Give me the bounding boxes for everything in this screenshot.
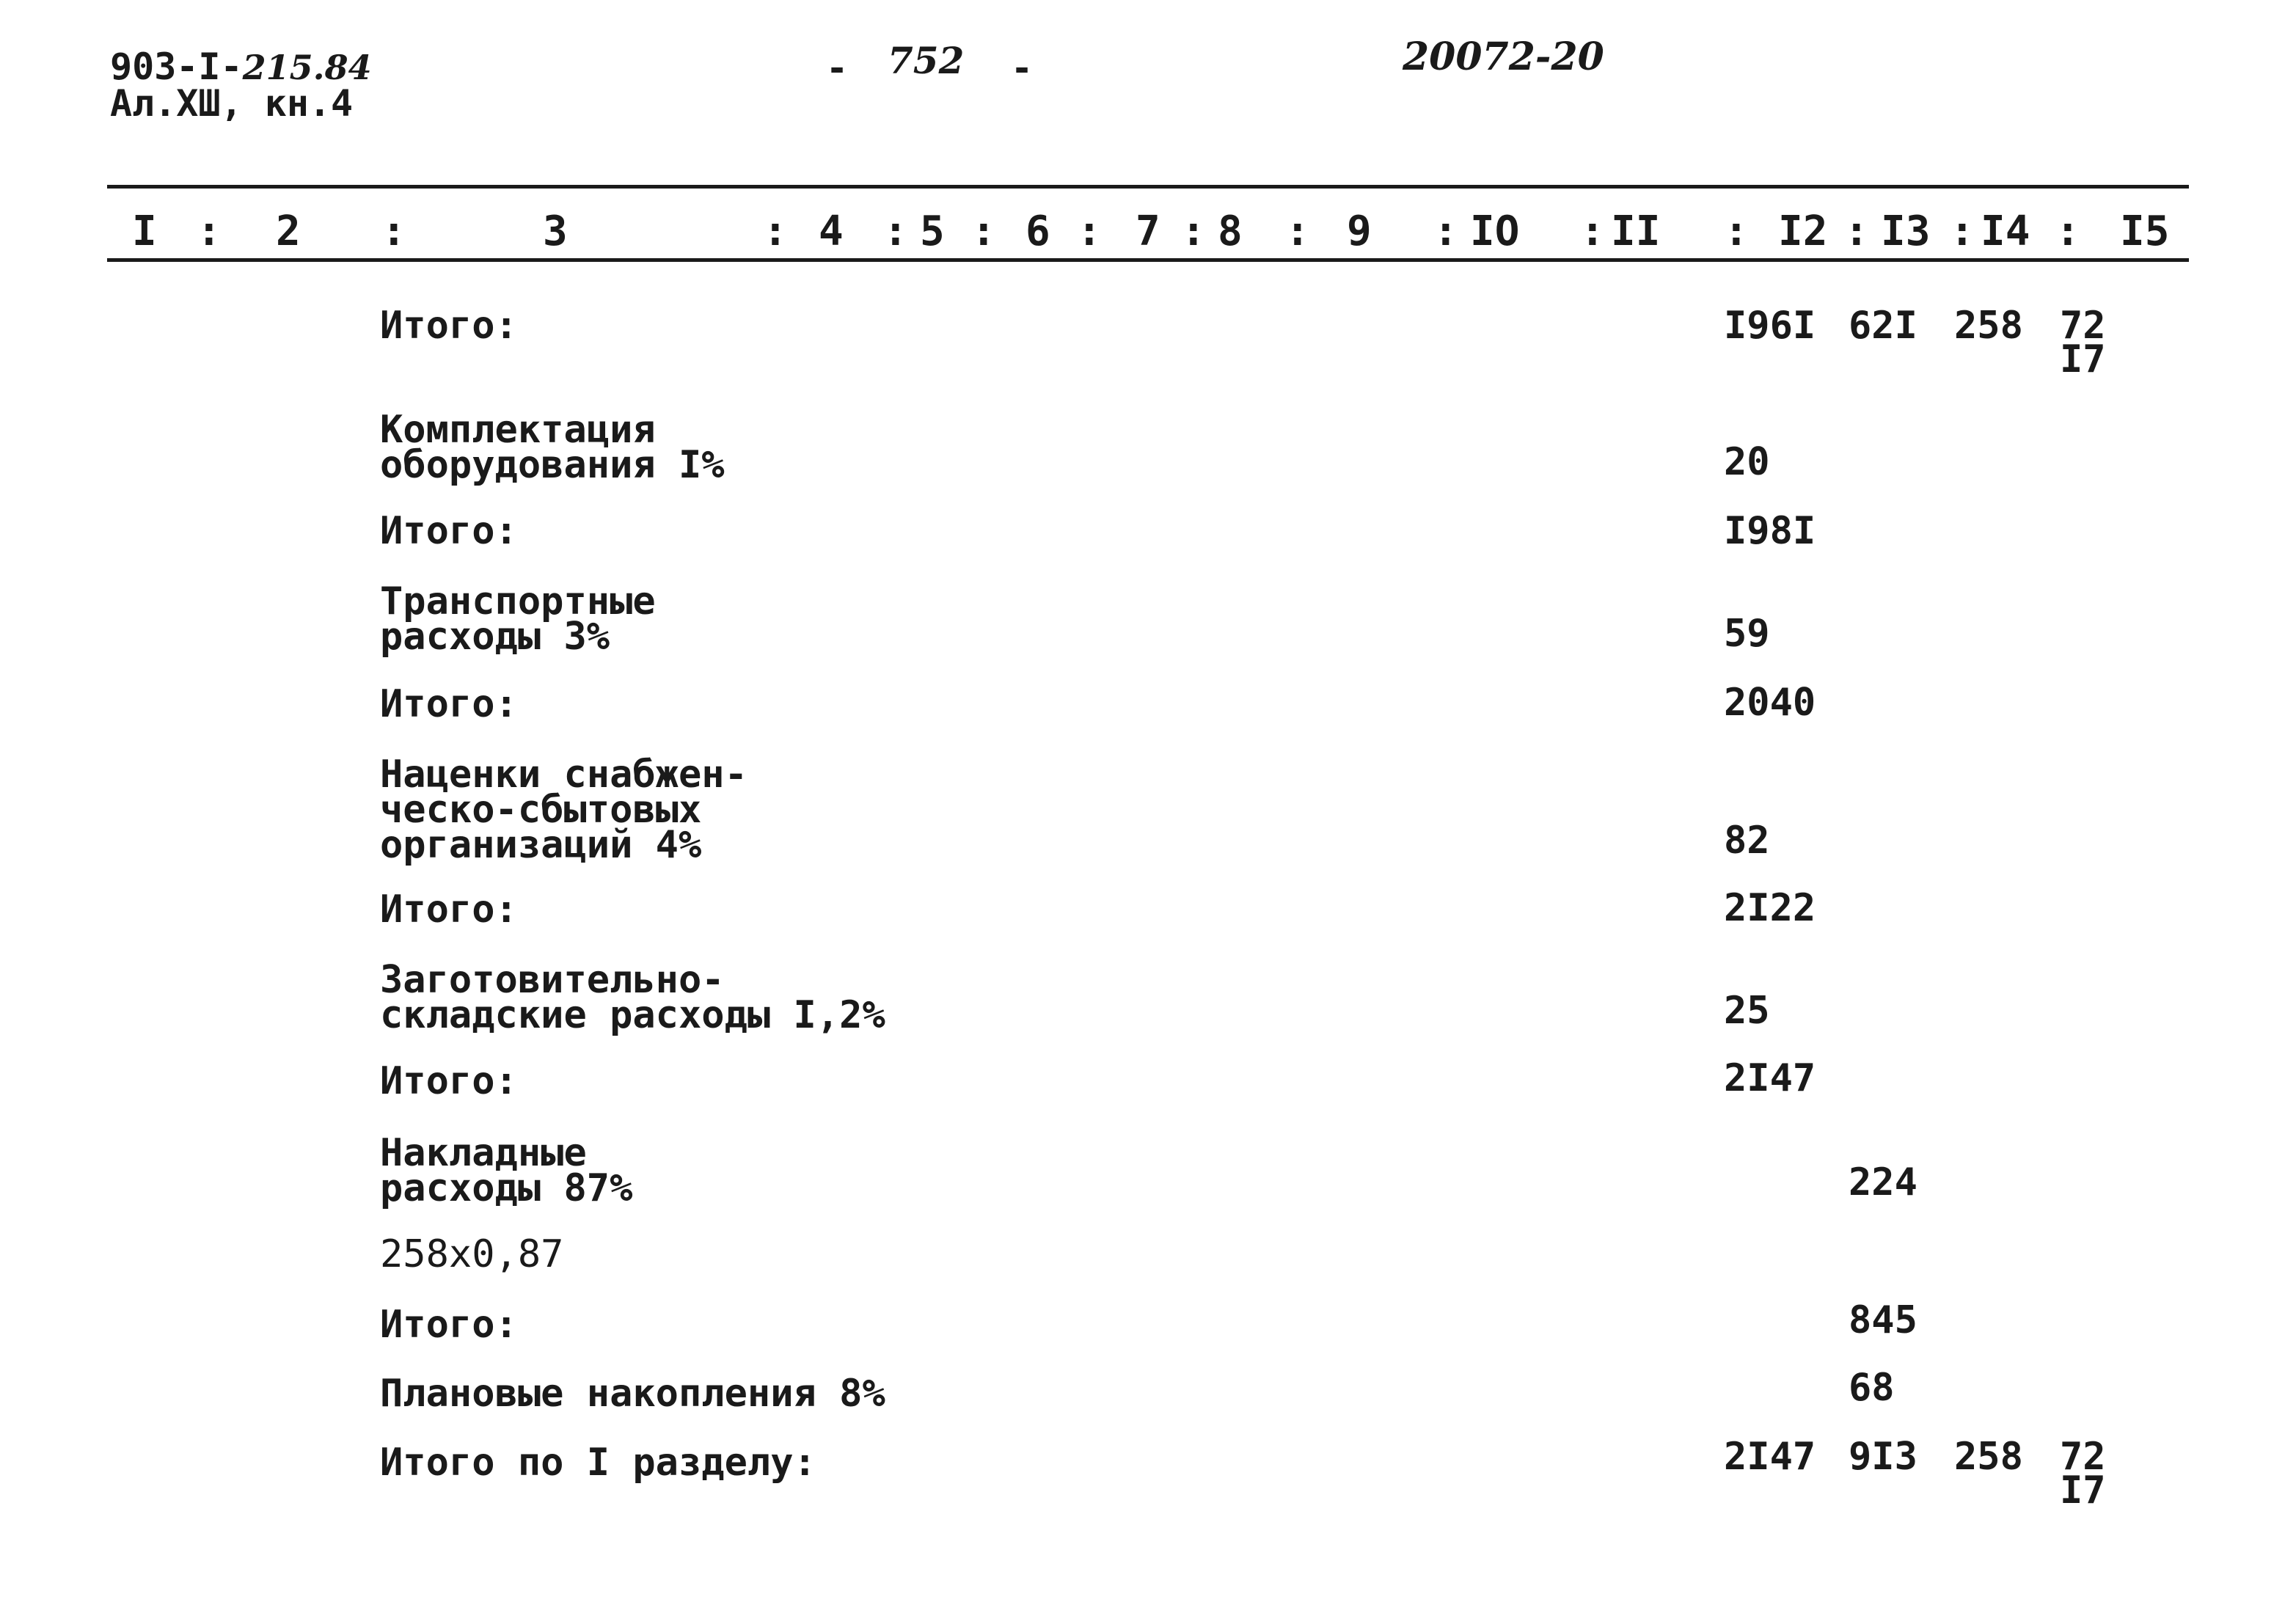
cell-col12: 82 [1724, 819, 1770, 863]
column-separator: : [971, 208, 996, 255]
row-label: Заготовительно- складские расходы I,2% [380, 958, 885, 1037]
cell-col12: 59 [1724, 612, 1770, 656]
row-label: Плановые накопления 8% [380, 1372, 885, 1416]
cell-col14: 258 [1954, 304, 2023, 348]
header-bottom-rule [107, 258, 2189, 262]
column-header-6: 6 [1025, 208, 1050, 255]
document-code-prefix: 903-I- [110, 45, 243, 88]
row-label: Транспортные расходы 3% [380, 579, 656, 659]
cell-col12: I98I [1724, 509, 1816, 553]
column-header-8: 8 [1218, 208, 1243, 255]
column-header-14: I4 [1981, 208, 2030, 255]
row-label: Итого: [380, 682, 518, 726]
cell-col12: 2I47 [1724, 1435, 1816, 1479]
column-separator: : [1433, 208, 1458, 255]
row-label: Итого: [380, 304, 518, 348]
cell-col12: 2040 [1724, 681, 1816, 725]
column-separator: : [1950, 208, 1975, 255]
column-separator: : [1077, 208, 1102, 255]
column-separator: : [1181, 208, 1206, 255]
album-reference: Ал.XШ, кн.4 [110, 82, 354, 125]
column-header-12: I2 [1778, 208, 1828, 255]
cell-col12: 20 [1724, 440, 1770, 484]
cell-col15-bottom: I7 [2060, 1468, 2106, 1513]
column-header-2: 2 [276, 208, 301, 255]
page-dash-left: - [826, 47, 849, 89]
row-label: Наценки снабжен- ческо-сбытовых организаций 4% [380, 753, 747, 867]
column-header-9: 9 [1347, 208, 1372, 255]
cell-col13: 68 [1849, 1366, 1895, 1410]
column-header-5: 5 [920, 208, 945, 255]
cell-col12: 2I22 [1724, 886, 1816, 930]
cell-col15-top: 72 [2060, 304, 2106, 348]
cell-col13: 224 [1849, 1160, 1917, 1204]
row-label: Итого по I разделу: [380, 1441, 816, 1485]
row-label: 258x0,87 [380, 1232, 564, 1276]
cell-col15-bottom: I7 [2060, 337, 2106, 381]
row-label: Итого: [380, 1059, 518, 1103]
cell-col12: 25 [1724, 989, 1770, 1033]
column-header-10: IO [1470, 208, 1520, 255]
column-header-7: 7 [1136, 208, 1160, 255]
cell-col13: 62I [1849, 304, 1917, 348]
row-label: Итого: [380, 888, 518, 932]
column-separator: : [1285, 208, 1310, 255]
column-separator: : [1580, 208, 1605, 255]
cell-col13: 845 [1849, 1298, 1917, 1342]
column-separator: : [381, 208, 406, 255]
top-rule [107, 185, 2189, 189]
sheet-number: 20072-20 [1403, 34, 1604, 79]
column-header-4: 4 [819, 208, 844, 255]
column-separator: : [1844, 208, 1869, 255]
column-header-3: 3 [543, 208, 568, 255]
row-label: Накладные расходы 87% [380, 1131, 633, 1210]
page-number: 752 [888, 39, 965, 82]
cell-col14: 258 [1954, 1435, 2023, 1479]
column-separator: : [1724, 208, 1749, 255]
row-label: Итого: [380, 1303, 518, 1347]
column-separator: : [763, 208, 788, 255]
column-header-15: I5 [2120, 208, 2170, 255]
cell-col15-top: 72 [2060, 1435, 2106, 1479]
page-dash-right: - [1011, 47, 1034, 89]
column-separator: : [883, 208, 908, 255]
column-separator: : [2055, 208, 2080, 255]
row-label: Итого: [380, 509, 518, 553]
document-code [110, 45, 372, 88]
cell-col12: 2I47 [1724, 1056, 1816, 1100]
document-code-handwritten: 215.84 [242, 48, 372, 87]
row-label: Комплектация оборудования I% [380, 408, 725, 487]
column-header-1: I [132, 208, 157, 255]
cell-col13: 9I3 [1849, 1435, 1917, 1479]
cell-col12: I96I [1724, 304, 1816, 348]
column-header-13: I3 [1881, 208, 1931, 255]
column-separator: : [197, 208, 222, 255]
column-header-11: II [1611, 208, 1661, 255]
